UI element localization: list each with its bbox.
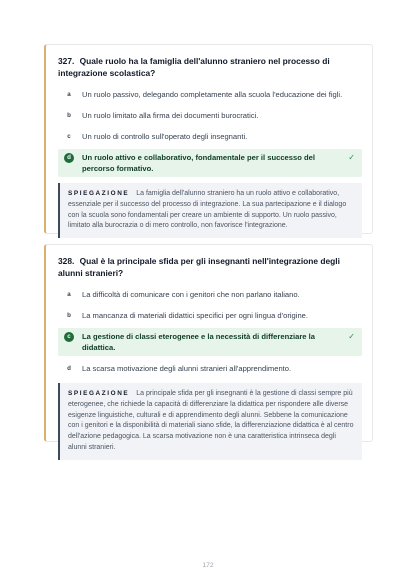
option-a[interactable] [58,286,362,303]
option-letter: d [64,153,74,163]
option-text: La scarsa motivazione degli alunni stranieri all'apprendimento. [82,364,292,373]
question-number: 328. [58,256,75,266]
question-card-328 [44,244,373,451]
option-c-correct[interactable] [58,328,362,356]
option-letter: b [67,311,71,319]
option-a[interactable] [58,86,362,103]
explanation-text: La famiglia dell'alunno straniero ha un ruolo attivo e collaborativo, essenziale per il successo del processo di integrazione. La sua partecipazione e il dialogo con la scuola sono fondamentali per creare un ambiente di supporto. Un ruolo passivo, limitato alla burocrazia o di mero controllo, non favorisce l'integrazione. [68,190,347,230]
explanation-box [58,383,362,460]
option-letter: c [64,332,74,342]
option-text: Un ruolo passivo, delegando completamente alla scuola l'educazione dei figli. [82,90,343,99]
check-icon: ✓ [348,332,355,341]
option-d-correct[interactable] [58,149,362,177]
option-text: Un ruolo attivo e collaborativo, fondamentale per il successo del percorso formativo. [82,153,315,173]
explanation-label: SPIEGAZIONE [68,390,130,397]
option-c[interactable] [58,128,362,145]
option-letter: a [67,90,71,98]
question-number: 327. [58,56,75,66]
option-letter: b [67,111,71,119]
question-card-327 [44,44,373,234]
check-icon: ✓ [348,153,355,162]
option-text: La gestione di classi eterogenee e la necessità di differenziare la didattica. [82,332,315,352]
explanation-box [58,183,362,238]
option-b[interactable] [58,307,362,324]
question-title [58,255,362,279]
option-text: Un ruolo limitato alla firma dei documenti burocratici. [82,111,259,120]
option-letter: d [67,364,71,372]
explanation-label: SPIEGAZIONE [68,190,130,197]
option-letter: c [67,132,71,140]
option-text: La mancanza di materiali didattici specifici per ogni lingua d'origine. [82,311,309,320]
explanation-text: La principale sfida per gli insegnanti è la gestione di classi sempre più eterogenee, che richiede la capacità di differenziare la didattica per rispondere alle diverse esigenze linguistiche, culturali e di apprendimento degli alunni. Sebbene la comunicazione con i genitori e la disponibilità di materiali siano sfide, la differenziazione didattica è al centro dell'azione pedagogica. La scarsa motivazione non è una caratteristica intrinseca degli alunni stranieri. [68,390,354,451]
page-number: 172 [202,562,214,569]
option-text: La difficoltà di comunicare con i genitori che non parlano italiano. [82,290,300,299]
option-b[interactable] [58,107,362,124]
option-letter: a [67,290,71,298]
question-title [58,55,362,79]
option-text: Un ruolo di controllo sull'operato degli insegnanti. [82,132,248,141]
question-text: Quale ruolo ha la famiglia dell'alunno straniero nel processo di integrazione scolastica? [58,56,330,78]
option-d[interactable] [58,360,362,377]
question-text: Qual è la principale sfida per gli insegnanti nell'integrazione degli alunni stranieri? [58,256,340,278]
